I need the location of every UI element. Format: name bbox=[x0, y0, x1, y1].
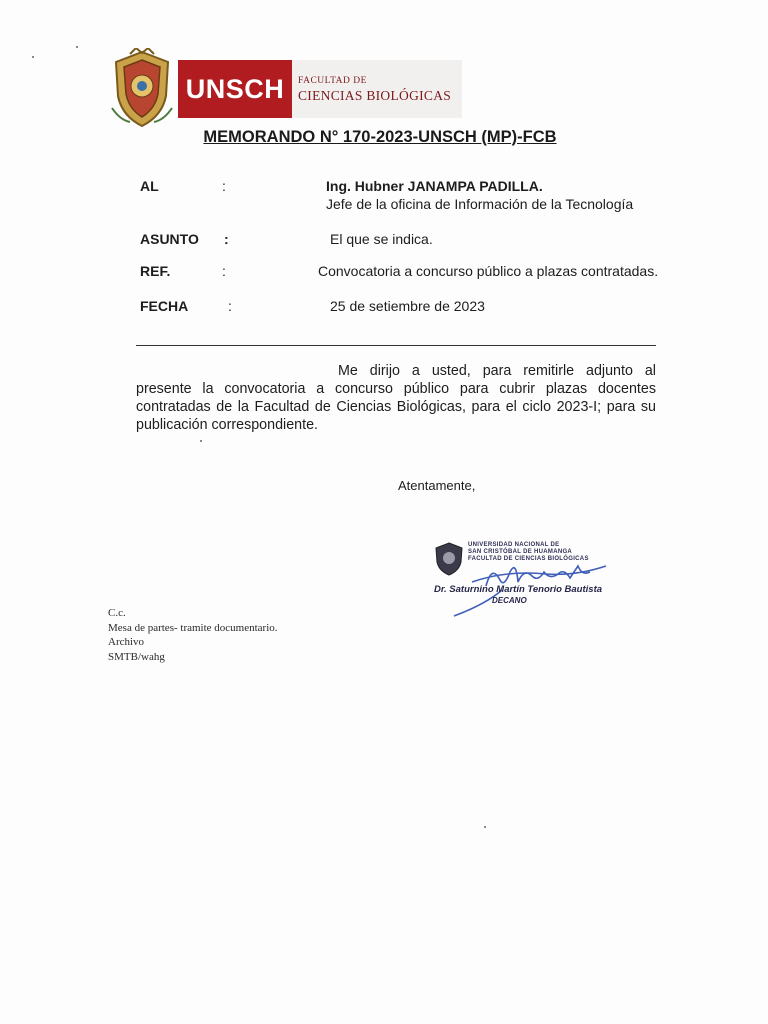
subject-value: El que se indica. bbox=[330, 231, 433, 247]
subject-label: ASUNTO bbox=[140, 231, 199, 247]
ref-colon: : bbox=[222, 263, 226, 279]
faculty-line2: CIENCIAS BIOLÓGICAS bbox=[298, 88, 452, 103]
date-colon: : bbox=[228, 298, 232, 314]
to-role: Jefe de la oficina de Información de la Tecnología bbox=[326, 196, 634, 212]
stamp-line1: UNIVERSIDAD NACIONAL DE bbox=[468, 542, 560, 548]
handwritten-signature-icon bbox=[446, 546, 612, 618]
brand-name: UNSCH bbox=[185, 73, 285, 104]
scan-speck bbox=[484, 826, 486, 828]
cc-line3: Archivo bbox=[108, 636, 145, 648]
brand-logo bbox=[178, 60, 292, 118]
memo-title: MEMORANDO N° 170-2023-UNSCH (MP)-FCB bbox=[203, 128, 557, 146]
stamp-line3: FACULTAD DE CIENCIAS BIOLÓGICAS bbox=[468, 556, 589, 562]
divider bbox=[136, 345, 656, 346]
date-value: 25 de setiembre de 2023 bbox=[330, 298, 485, 314]
to-name: Ing. Hubner JANAMPA PADILLA. bbox=[326, 178, 543, 194]
memo-body: Me dirijo a usted, para remitirle adjunto al presente la convocatoria a concurso público para cubrir plazas docentes contratadas de la Facultad de Ciencias Biológicas, para el ciclo 2023-I; para su publicación correspondiente. bbox=[136, 363, 656, 433]
cc-line1: C.c. bbox=[108, 607, 126, 619]
ref-value: Convocatoria a concurso público a plazas contratadas. bbox=[318, 263, 659, 279]
signatory-role: DECANO bbox=[492, 596, 527, 605]
subject-colon: : bbox=[224, 231, 229, 247]
ref-label: REF. bbox=[140, 263, 171, 279]
letterhead bbox=[108, 48, 468, 128]
closing: Atentamente, bbox=[398, 478, 476, 493]
stamp-line2: SAN CRISTÓBAL DE HUAMANGA bbox=[468, 549, 573, 555]
signatory-name: Dr. Saturnino Martín Tenorio Bautista bbox=[434, 584, 603, 595]
faculty-line1: FACULTAD DE bbox=[298, 76, 367, 86]
to-label: AL bbox=[140, 178, 159, 194]
carbon-copy-block bbox=[108, 606, 278, 664]
university-seal-icon bbox=[108, 48, 176, 128]
faculty-banner bbox=[292, 60, 462, 118]
cc-line4: SMTB/wahg bbox=[108, 650, 165, 663]
scan-speck bbox=[32, 56, 34, 58]
scan-speck bbox=[200, 440, 202, 442]
signature-block bbox=[432, 538, 612, 618]
to-colon: : bbox=[222, 178, 226, 194]
scan-speck bbox=[76, 46, 78, 48]
date-label: FECHA bbox=[140, 298, 189, 314]
cc-line2: Mesa de partes- tramite documentario. bbox=[108, 621, 278, 634]
